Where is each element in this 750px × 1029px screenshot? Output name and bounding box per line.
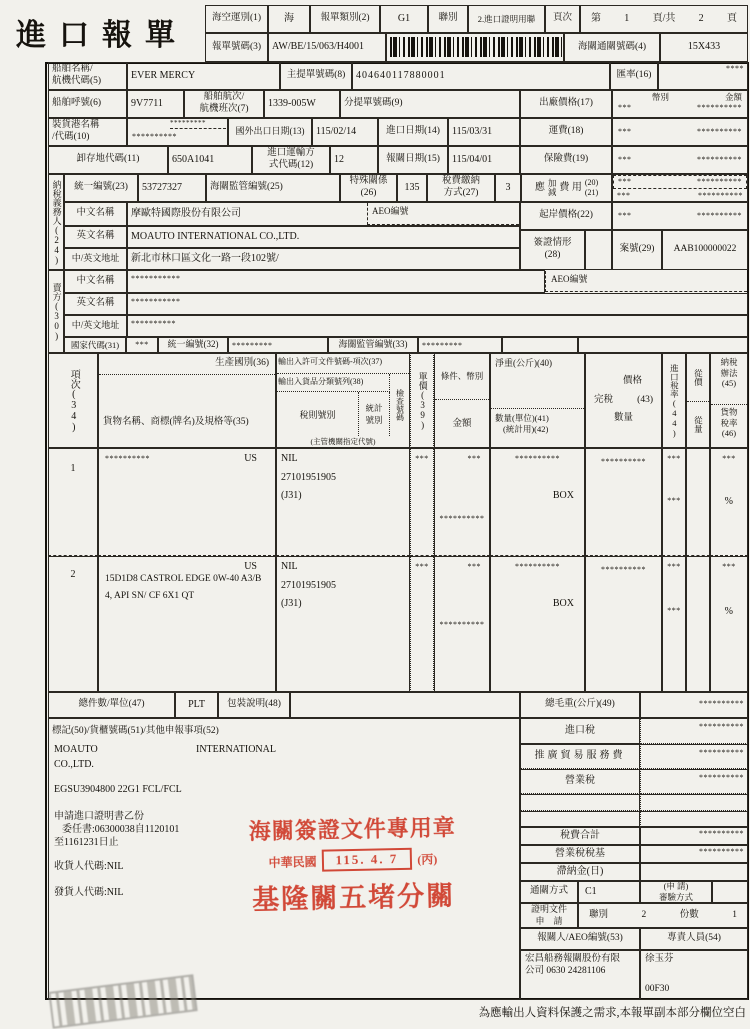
seller-side-label: 賣方(30) <box>48 270 64 353</box>
business-tax-label: 營業稅 <box>520 769 640 794</box>
tax-total-value: ********** <box>640 827 748 845</box>
factory-price-label: 出廠價格(17) <box>520 90 612 118</box>
house-bl-label: 分提單號碼(9) <box>340 90 520 118</box>
advalorem-header <box>686 353 710 448</box>
item-1-unit-price: *** <box>410 448 434 556</box>
page-label: 頁次 <box>545 5 580 33</box>
transport-mode-value: 海 <box>268 5 310 33</box>
seller-supervision-no-value: ********* <box>418 337 502 353</box>
item-2-advalorem <box>686 556 710 692</box>
seller-en-name-value: *********** <box>127 293 748 315</box>
certificate-apply-value: 聯別 2 份數 1 <box>578 903 748 928</box>
consignee-code: 收貨人代碼:NIL <box>54 861 124 872</box>
page-title: 進口報單 <box>16 19 188 52</box>
exchange-rate-value: **** <box>658 62 748 90</box>
unit-price-header: 單價(39) <box>410 353 434 448</box>
payer-aeo-label: AEO編號 <box>367 203 519 225</box>
import-date-label: 進口日期(14) <box>378 118 448 146</box>
marks-line-1b: INTERNATIONAL <box>196 744 276 755</box>
ccc-code-header: 輸出入貨品分類號列(38) <box>277 374 390 392</box>
item-2-method: *** % <box>710 556 748 692</box>
marks-line-2: CO.,LTD. <box>54 759 94 770</box>
clearance-mode-value: C1 <box>578 881 640 903</box>
gross-weight-value: ********** <box>640 692 748 718</box>
terms-currency-header: 條件、幣別 <box>440 371 484 382</box>
country-code-label: 國家代碼(31) <box>64 337 126 353</box>
uniform-no-value: 53727327 <box>138 174 206 202</box>
insurance-value: *** ********** <box>612 146 748 174</box>
tax-method-label: 納稅 辦法 (45) <box>720 357 738 389</box>
country-code-value: *** <box>126 337 158 353</box>
item-1-description: ********** US <box>98 448 276 556</box>
special-relation-label: 特殊關係 (26) <box>340 174 397 202</box>
item-2-weight-qty: ********** BOX <box>490 556 585 692</box>
empty-cell-1 <box>502 337 578 353</box>
exchange-rate-label: 匯率(16) <box>610 62 658 90</box>
origin-country-header: 生產國別(36) <box>215 358 269 369</box>
uniform-no-label: 統一編號(23) <box>64 174 138 202</box>
seller-en-name-label: 英文名稱 <box>64 293 127 315</box>
clearance-mode-label: 通關方式 <box>520 881 578 903</box>
customs-clearance-no-value: 15X433 <box>660 33 748 62</box>
shipper-code: 發貨人代碼:NIL <box>54 887 124 898</box>
storage-place-value: 650A1041 <box>168 146 252 174</box>
tax-empty-row-2-label <box>520 811 640 827</box>
page-number: 第 1 頁/共 2 頁 <box>580 5 748 33</box>
tax-method-header <box>710 353 748 448</box>
master-bl-label: 主提單號碼(8) <box>280 62 352 90</box>
fee-adjust-label: 應 加 減 費 用 (20) (21) <box>521 174 612 202</box>
vessel-name-label: 船舶名稱/ 航機代碼(5) <box>48 62 127 90</box>
item-row: 2 <box>48 556 98 692</box>
inspection-mode-label: (申 請) 審驗方式 <box>640 881 712 903</box>
payer-en-name-value: MOAUTO INTERNATIONAL CO.,LTD. <box>127 226 520 248</box>
packing-desc-label: 包裝說明(48) <box>218 692 290 718</box>
amount-header: 金額 <box>435 399 489 448</box>
voyage-no-label: 船舶航次/ 航機班次(7) <box>184 90 264 118</box>
marks-label: 標記(50)/貨櫃號碼(51)/其他申報事項(52) <box>52 726 219 736</box>
transport-mode-label: 海空運別(1) <box>205 5 268 33</box>
total-packages-label: 總件數/單位(47) <box>48 692 175 718</box>
seller-uniform-no-label: 統一編號(32) <box>158 337 228 353</box>
commodity-tax-label: 貨物 稅率 (46) <box>711 404 747 448</box>
item-2-tariff: NIL 27101951905 (J31) <box>276 556 410 692</box>
seller-address-value: ********** <box>127 315 748 337</box>
advalorem-label: 從價 <box>693 369 704 386</box>
tax-payment-method-label: 稅費繳納 方式(27) <box>427 174 495 202</box>
fee-adjust-value-21: *** ********** <box>617 190 743 200</box>
payer-address-value: 新北市林口區文化一路一段102號/ <box>127 248 520 270</box>
master-bl-value: 404640117880001 <box>352 62 610 90</box>
item-1-method: *** % <box>710 448 748 556</box>
tax-payment-method-value: 3 <box>495 174 521 202</box>
business-tax-base-label: 營業稅稅基 <box>520 845 640 863</box>
filing-date-value: 115/04/01 <box>448 146 520 174</box>
privacy-footnote: 為應輸出人資料保護之需求,本報單副本部分欄位空白 <box>478 1007 746 1019</box>
specific-label: 從量 <box>687 401 709 447</box>
seller-supervision-no-label: 海關監管編號(33) <box>328 337 418 353</box>
packing-desc-value <box>290 692 520 718</box>
stamp-date: 115. 4. 7 <box>321 848 412 872</box>
insurance-label: 保險費(19) <box>520 146 612 174</box>
loading-port-value: ********** ********* <box>127 118 228 146</box>
voyage-no-value: 1339-005W <box>264 90 340 118</box>
tariff-no-header: 稅則號別 <box>299 409 336 420</box>
seller-aeo-label: AEO編號 <box>545 271 747 292</box>
marks-line-1: MOAUTO <box>54 744 98 755</box>
case-no-value: AAB100000022 <box>662 230 748 270</box>
loading-port-label: 裝貨港名稱 /代碼(10) <box>48 118 127 146</box>
import-duty-rate-header: 進口稅率(44) <box>662 353 686 448</box>
terms-amount-header <box>434 353 490 448</box>
stat-code-header: 統計 號別 <box>358 392 390 436</box>
import-date-value: 115/03/31 <box>448 118 520 146</box>
import-duty-value: ********** <box>640 718 748 744</box>
visa-status-value <box>585 230 612 270</box>
business-tax-base-value: ********** <box>640 845 748 863</box>
copy-type-label: 聯別 <box>428 5 468 33</box>
item-no-header: 項次(34) <box>48 353 98 448</box>
visa-status-label: 簽證情形 (28) <box>520 230 585 270</box>
seller-cn-name-label: 中文名稱 <box>64 270 127 293</box>
permit-no-header: 輸出入許可文件號碼-項次(37) <box>277 354 409 374</box>
payer-cn-name-value: 摩歐特國際股份有限公司 <box>127 202 520 226</box>
business-tax-value: ********** <box>640 769 748 794</box>
goods-desc-header: 生產國別(36) 貨物名稱、商標(牌名)及規格等(35) <box>98 353 276 448</box>
late-fee-value <box>640 863 748 881</box>
empty-cell-2 <box>578 337 748 353</box>
stamp-office: 基隆關五堵分關 <box>251 880 456 916</box>
special-relation-value: 135 <box>397 174 427 202</box>
responsible-person-name: 徐玉芬 <box>645 954 674 964</box>
copy-type-value: 2.進口證明用聯 <box>468 5 545 33</box>
tax-empty-row-1-label <box>520 794 640 811</box>
late-fee-label: 滯納金(日) <box>520 863 640 881</box>
remark-authorization-2: 至1161231日止 <box>54 837 119 848</box>
item-1-weight-qty: ********** BOX <box>490 448 585 556</box>
inspection-mode-value <box>712 881 748 903</box>
payer-address-label: 中/英文地址 <box>64 248 127 270</box>
vessel-name-value: EVER MERCY <box>127 62 280 90</box>
check-digit-header: 檢查號碼 <box>395 389 405 421</box>
export-date-label: 國外出口日期(13) <box>228 118 312 146</box>
item-2-unit-price: *** <box>410 556 434 692</box>
filing-date-label: 報關日期(15) <box>378 146 448 174</box>
total-packages-value: PLT <box>175 692 218 718</box>
item-1-tariff: NIL 27101951905 (J31) <box>276 448 410 556</box>
netweight-qty-header <box>490 353 585 448</box>
stamp-date-row: 中華民國 115. 4. 7 (丙) <box>244 847 462 874</box>
case-no-label: 案號(29) <box>612 230 662 270</box>
fee-adjust-value <box>612 174 748 202</box>
tax-total-label: 稅費合計 <box>520 827 640 845</box>
agency-code-header: (主管機關指定代號) <box>310 437 376 446</box>
payer-cn-name-label: 中文名稱 <box>64 202 127 226</box>
transport-code-label: 進口運輸方 式代碼(12) <box>252 146 330 174</box>
item-2-description: US 15D1D8 CASTROL EDGE 0W-40 A3/B 4, API SN/ CF 6X1 QT <box>98 556 276 692</box>
customs-clearance-no-label: 海關通關號碼(4) <box>564 33 660 62</box>
responsible-person-header: 專責人員(54) <box>640 928 748 950</box>
item-2-rate: *** *** <box>662 556 686 692</box>
freight-value: *** ********** <box>612 118 748 146</box>
broker-header: 報關人/AEO編號(53) <box>520 928 640 950</box>
responsible-person-info <box>640 950 748 1000</box>
remark-authorization: 委任書:06300038自1120101 <box>62 824 180 835</box>
net-weight-header: 淨重(公斤)(40) <box>495 358 552 368</box>
gross-weight-label: 總毛重(公斤)(49) <box>520 692 640 718</box>
freight-label: 運費(18) <box>520 118 612 146</box>
item-1-duty-value: ********** <box>585 448 662 556</box>
item-row: 1 <box>48 448 98 556</box>
loading-port-dashed-value: ********* <box>170 119 226 129</box>
seller-uniform-no-value: ********* <box>228 337 328 353</box>
declaration-type-label: 報單類別(2) <box>310 5 380 33</box>
trade-promotion-fee-label: 推廣貿易服務費 <box>520 744 640 769</box>
item-1-amount: *** ********** <box>434 448 490 556</box>
remark-certificate: 申請進口證明書乙份 <box>54 811 144 822</box>
trade-promotion-fee-value: ********** <box>640 744 748 769</box>
barcode <box>390 37 562 57</box>
tax-empty-row-1-value <box>640 794 748 811</box>
fee-adjust-value-20: *** ********** <box>613 175 747 189</box>
container-no: EGSU3904800 22G1 FCL/FCL <box>54 784 182 795</box>
transport-code-value: 12 <box>330 146 378 174</box>
declaration-no-value: AW/BE/15/063/H4001 <box>268 33 386 62</box>
customs-supervision-no-label: 海關監管編號(25) <box>206 174 340 202</box>
factory-price-value: 幣別 金額 *** ********** <box>612 90 748 118</box>
quantity-header: 數量(單位)(41) (統計用)(42) <box>491 408 584 448</box>
tax-empty-row-2-value <box>640 811 748 827</box>
certificate-apply-label: 證明文件 申 請 <box>520 903 578 928</box>
item-2-amount: *** ********** <box>434 556 490 692</box>
call-sign-label: 船舶呼號(6) <box>48 90 127 118</box>
broker-info: 宏昌船務報關股份有限 公司 0630 24281106 <box>520 950 640 1000</box>
seller-address-label: 中/英文地址 <box>64 315 127 337</box>
storage-place-label: 卸存地代碼(11) <box>48 146 168 174</box>
item-1-rate: *** *** <box>662 448 686 556</box>
item-1-advalorem <box>686 448 710 556</box>
stamp-title: 海關簽證文件專用章 <box>248 814 457 845</box>
taxpayer-side-label: 納稅義務人(24) <box>48 174 64 270</box>
declaration-type-value: G1 <box>380 5 428 33</box>
import-duty-label: 進口稅 <box>520 718 640 744</box>
cif-price-label: 起岸價格(22) <box>520 202 612 230</box>
seller-cn-name-value: *********** <box>127 270 545 293</box>
export-date-value: 115/02/14 <box>312 118 378 146</box>
duty-value-header: 價格 完稅 (43) 數量 <box>585 353 662 448</box>
payer-en-name-label: 英文名稱 <box>64 226 127 248</box>
item-2-duty-value: ********** <box>585 556 662 692</box>
responsible-person-code: 00F30 <box>645 984 670 995</box>
call-sign-value: 9V7711 <box>127 90 184 118</box>
cif-price-value: *** ********** <box>612 202 748 230</box>
declaration-no-label: 報單號碼(3) <box>205 33 268 62</box>
